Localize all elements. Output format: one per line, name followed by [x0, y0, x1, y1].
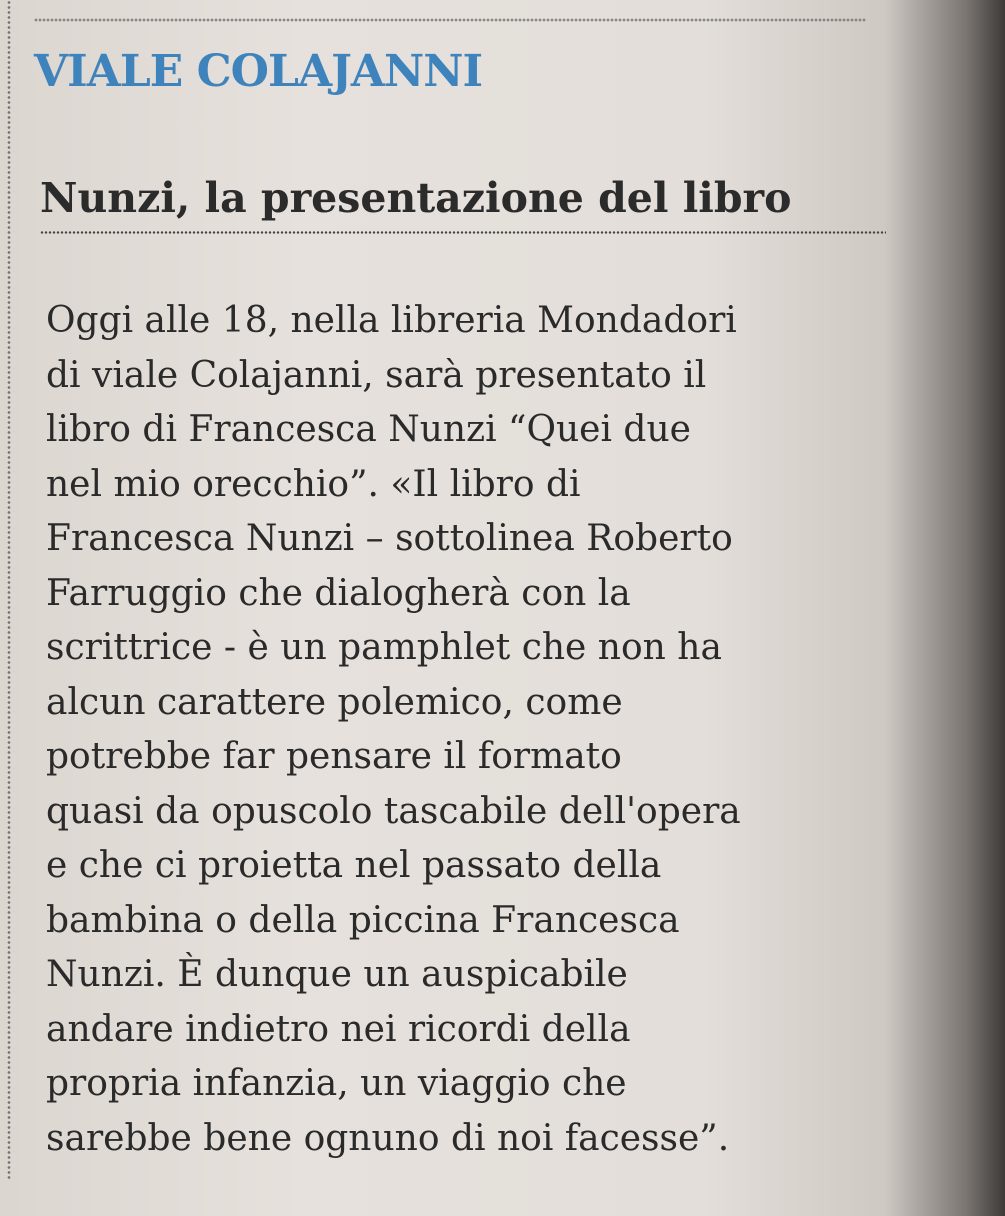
body-line: e che ci proietta nel passato della: [46, 845, 662, 886]
body-line: andare indietro nei ricordi della: [46, 1008, 631, 1050]
body-line: potrebbe far pensare il formato: [46, 736, 622, 777]
body-line: libro di Francesca Nunzi “Quei due: [46, 409, 691, 450]
body-line: sarebbe bene ognuno di noi facesse”.: [46, 1117, 730, 1159]
body-line: nel mio orecchio”. «Il libro di: [46, 463, 581, 505]
body-line: quasi da opuscolo tascabile dell'opera: [46, 790, 741, 832]
body-line: bambina o della piccina Francesca: [46, 899, 680, 941]
top-divider: [34, 18, 866, 22]
body-line: alcun carattere polemico, come: [46, 681, 623, 723]
body-line: propria infanzia, un viaggio che: [46, 1063, 627, 1104]
body-line: scrittrice - è un pamphlet che non ha: [46, 627, 722, 668]
body-line: di viale Colajanni, sarà presentato il: [46, 354, 707, 396]
article-headline: Nunzi, la presentazione del libro: [40, 174, 792, 222]
body-line: Oggi alle 18, nella libreria Mondadori: [46, 300, 737, 341]
article-body: [46, 294, 926, 1166]
column-border: [6, 0, 12, 1180]
headline-underline: [40, 231, 886, 234]
body-line: Francesca Nunzi – sottolinea Roberto: [46, 518, 733, 559]
body-line: Farruggio che dialogherà con la: [46, 572, 631, 614]
section-kicker: VIALE COLAJANNI: [34, 46, 483, 97]
body-line: Nunzi. È dunque un auspicabile: [46, 954, 628, 995]
